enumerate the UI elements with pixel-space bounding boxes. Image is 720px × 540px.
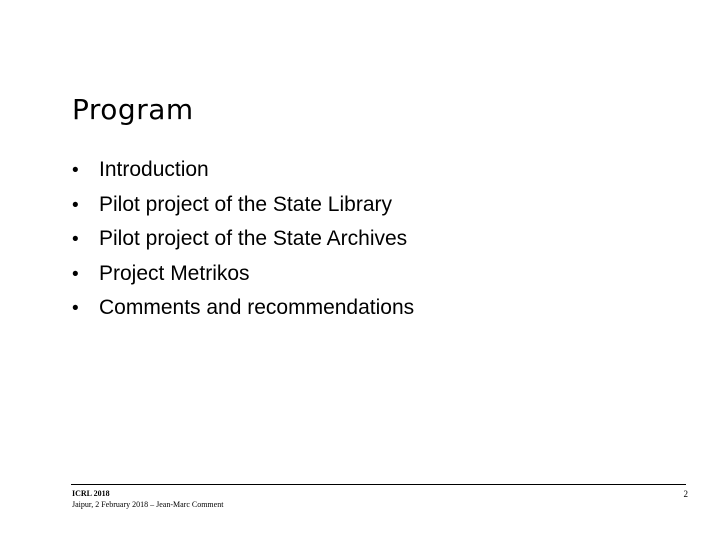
- bullet-icon: •: [72, 229, 79, 250]
- bullet-text: Pilot project of the State Library: [99, 192, 392, 216]
- bullet-item: [72, 156, 414, 191]
- bullet-item: [72, 260, 414, 295]
- bullet-list: [72, 156, 414, 329]
- bullet-item: [72, 191, 414, 226]
- page-number: 2: [683, 489, 688, 499]
- footer-conference: ICRL 2018: [72, 489, 110, 498]
- bullet-text: Introduction: [99, 158, 209, 181]
- footer-location-date-author: Jaipur, 2 February 2018 – Jean-Marc Comment: [72, 500, 224, 509]
- bullet-text: Project Metrikos: [99, 261, 250, 285]
- footer-divider: [71, 484, 686, 485]
- bullet-text: Pilot project of the State Archives: [99, 227, 408, 250]
- bullet-item: [72, 225, 414, 260]
- bullet-icon: •: [72, 194, 79, 216]
- bullet-text: Comments and recommendations: [99, 296, 415, 319]
- bullet-icon: •: [72, 263, 79, 285]
- bullet-item: [72, 294, 414, 329]
- slide-title: Program: [72, 93, 194, 126]
- bullet-icon: •: [72, 160, 79, 181]
- bullet-icon: •: [72, 298, 79, 319]
- footer-text: [72, 488, 223, 510]
